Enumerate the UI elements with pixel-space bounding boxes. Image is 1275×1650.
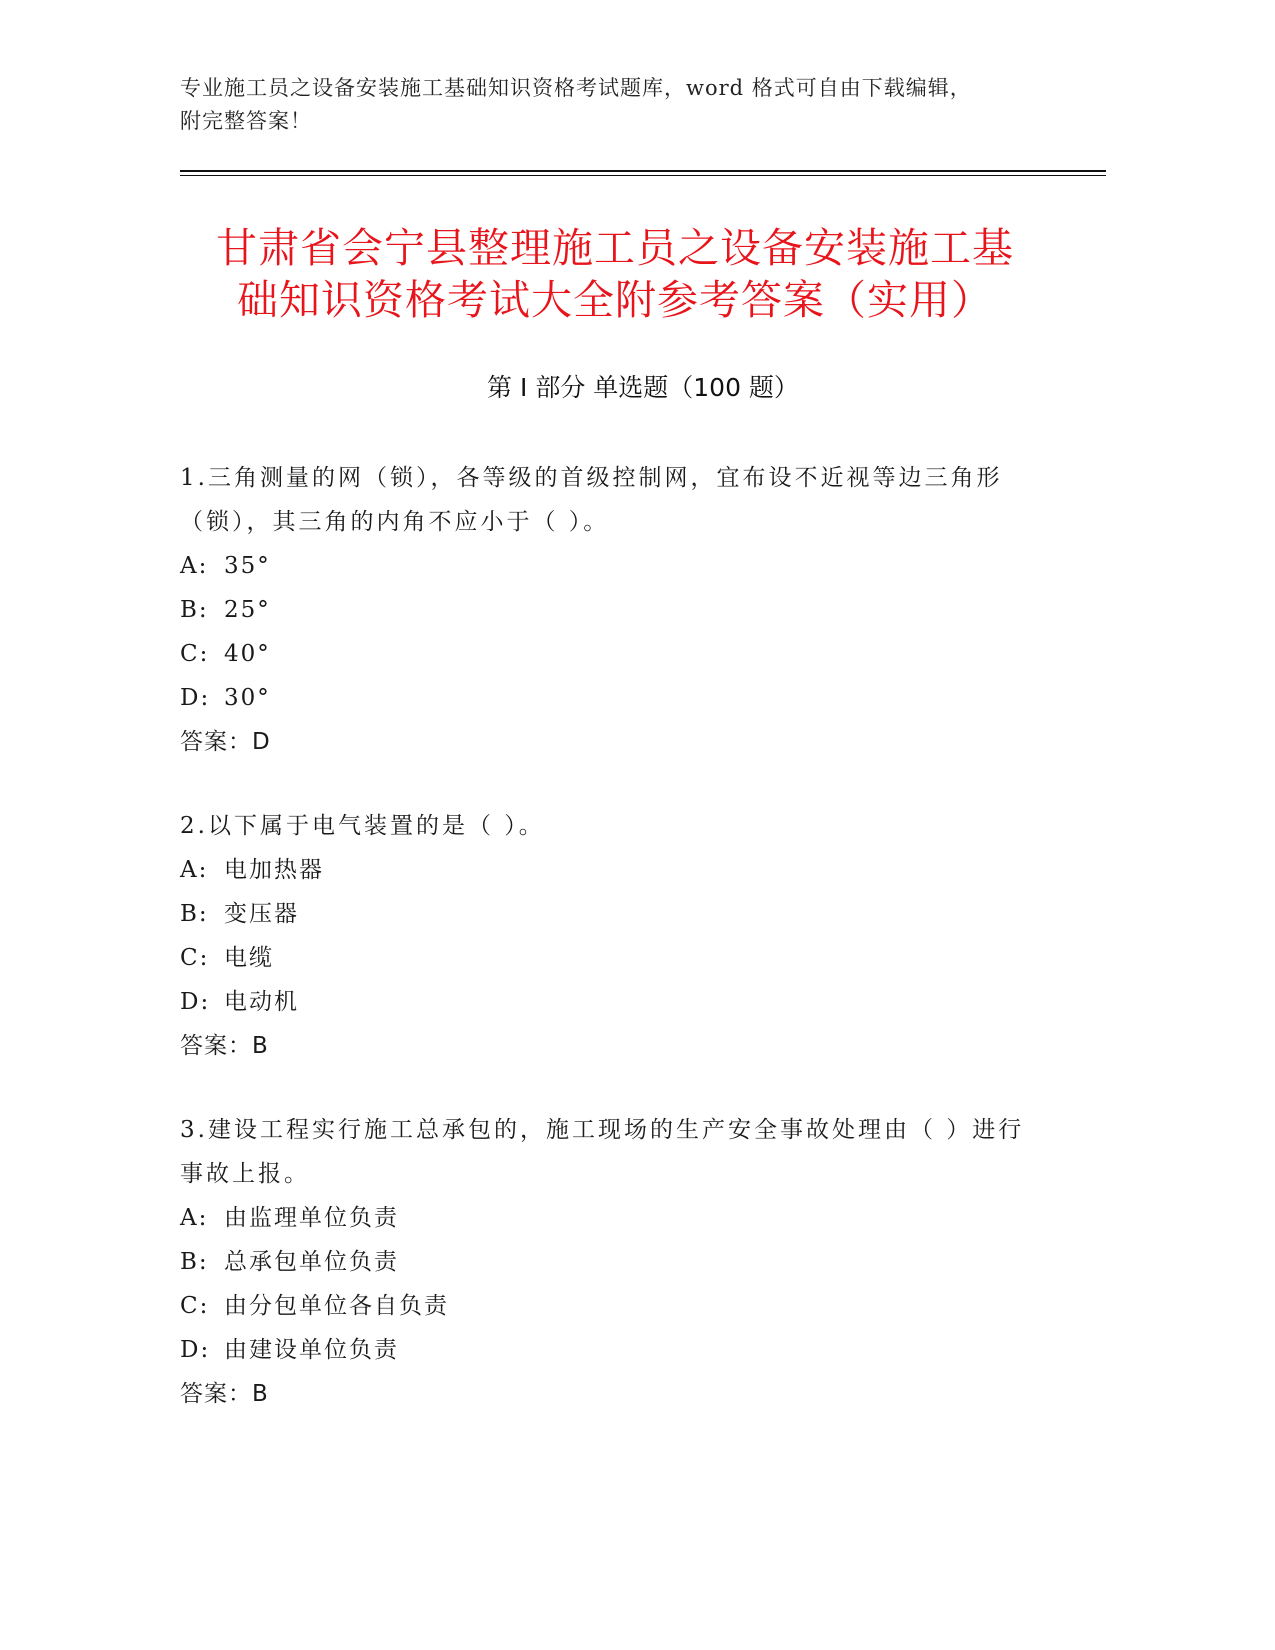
option-b [180,588,1040,632]
option-letter: B: [180,597,209,623]
option-text: 25° [224,597,271,623]
option-text: 35° [224,553,271,579]
answer-line: 答案：B [180,1033,269,1059]
option-letter: D: [180,685,211,711]
question-1 [180,456,1040,764]
header-note-line-1: 专业施工员之设备安装施工基础知识资格考试题库，word 格式可自由下载编辑， [180,76,972,100]
document-title-line-1: 甘肃省会宁县整理施工员之设备安装施工基 [216,224,1014,272]
option-d [180,1328,1040,1372]
option-letter: C: [180,641,210,667]
document-title [180,222,1050,326]
option-letter: A: [180,857,209,883]
option-text: 总承包单位负责 [224,1249,399,1275]
header-note-line-2: 附完整答案！ [180,109,312,133]
option-a [180,1196,1040,1240]
option-text: 电缆 [224,945,274,971]
option-letter: B: [180,901,209,927]
option-text: 由建设单位负责 [224,1337,399,1363]
option-letter: A: [180,1205,209,1231]
section-heading: 第 I 部分 单选题（100 题） [487,373,799,402]
document-title-line-2: 础知识资格考试大全附参考答案（实用） [237,276,993,324]
header-note [180,72,1100,138]
option-text: 电加热器 [224,857,324,883]
option-text: 30° [224,685,271,711]
option-text: 电动机 [224,989,299,1015]
option-b [180,892,1040,936]
option-c [180,632,1040,676]
question-stem: 2.以下属于电气装置的是（ ）。 [180,813,545,839]
option-text: 40° [224,641,271,667]
option-c [180,936,1040,980]
option-b [180,1240,1040,1284]
header-rule-thick [180,170,1106,172]
option-text: 变压器 [224,901,299,927]
option-a [180,848,1040,892]
question-3 [180,1108,1040,1416]
option-a [180,544,1040,588]
answer-line: 答案：B [180,1381,269,1407]
option-letter: A: [180,553,209,579]
question-stem: 3.建设工程实行施工总承包的，施工现场的生产安全事故处理由（ ）进行事故上报。 [180,1117,1025,1187]
option-letter: C: [180,945,210,971]
option-text: 由分包单位各自负责 [224,1293,449,1319]
option-d [180,676,1040,720]
answer-line: 答案：D [180,729,271,755]
option-text: 由监理单位负责 [224,1205,399,1231]
option-letter: B: [180,1249,209,1275]
option-c [180,1284,1040,1328]
question-2 [180,804,1040,1068]
option-letter: D: [180,1337,211,1363]
option-letter: D: [180,989,211,1015]
option-d [180,980,1040,1024]
header-rule-thin [180,175,1106,176]
question-stem: 1.三角测量的网（锁），各等级的首级控制网，宜布设不近视等边三角形（锁），其三角的内角不应小于（ ）。 [180,465,1003,535]
option-letter: C: [180,1293,210,1319]
